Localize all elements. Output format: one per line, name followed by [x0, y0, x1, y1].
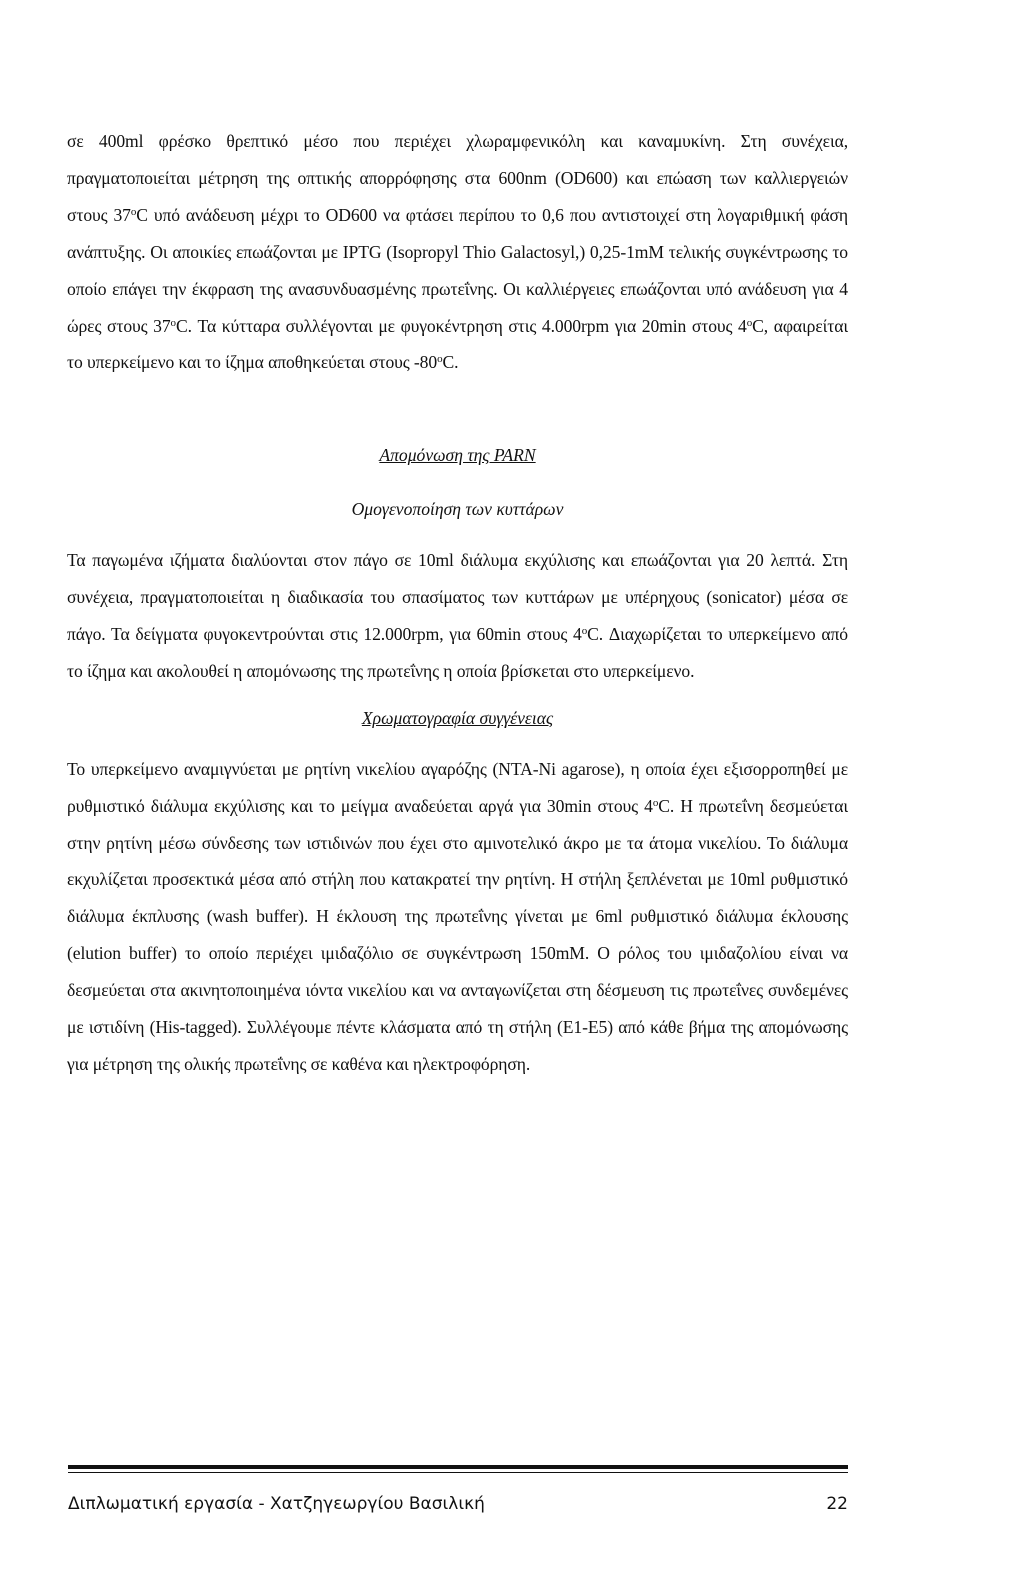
degree-superscript: o — [746, 316, 753, 329]
degree-superscript: o — [581, 624, 588, 637]
degree-superscript: o — [170, 316, 176, 329]
degree-superscript: o — [130, 205, 137, 218]
page-number: 22 — [826, 1494, 848, 1514]
footer-rule-thick — [68, 1465, 848, 1469]
paragraph-text: C υπό ανάδευση μέχρι το OD600 να φτάσει περίπου το 0,6 που αντιστοιχεί στη λογαριθμική φάση ανάπτυξης. Οι αποικίες επωάζονται με IPTG (Isopropyl Thio Galactosyl,) 0,25-1mM τελικής συγκέντρωσης το οποίο επάγει την έκφραση της ανασυνδυασμένης πρωτεΐνης. Οι καλλιέργειες επωάζονται υπό ανάδευση για 4 ώρες στους 37 — [67, 204, 848, 336]
paragraph-text: Τα παγωμένα ιζήματα διαλύονται στον πάγο σε 10ml διάλυμα εκχύλισης και επωάζονται για 20 λεπτά. Στη συνέχεια, πραγματοποιείται η διαδικασία του σπασίματος των κυττάρων με υπέρηχους (sonicator) μέσα σε πάγο. Τα δείγματα φυγοκεντρούνται στις 12.000rpm, για 60min στους 4 — [67, 550, 848, 644]
subsection-heading-homogenization: Ομογενοποίηση των κυττάρων — [351, 499, 564, 520]
paragraph-text: C. Τα κύτταρα συλλέγονται με φυγοκέντρηση στις 4.000rpm για 20min στους 4 — [175, 315, 747, 336]
section-heading: Απομόνωση της PARN — [379, 445, 536, 466]
page-body — [67, 123, 848, 1083]
paragraph-text: σε 400ml φρέσκο θρεπτικό μέσο που περιέχει χλωραμφενικόλη και καναμυκίνη. Στη συνέχεια, πραγματοποιείται μέτρηση της οπτικής απορρόφησης στα 600nm (OD600) και επώαση των καλλιεργειών στους 37 — [67, 131, 848, 225]
degree-superscript: o — [652, 796, 659, 809]
paragraph-chromatography — [67, 751, 848, 1083]
paragraph-text: C, αφαιρείται το υπερκείμενο και το ίζημα αποθηκεύεται στους -80 — [67, 315, 848, 373]
paragraph-text: C. — [442, 352, 459, 373]
degree-superscript: o — [437, 353, 443, 366]
footer-rule — [68, 1465, 848, 1473]
paragraph-text: Το υπερκείμενο αναμιγνύεται με ρητίνη νικελίου αγαρόζης (NTA-Ni agarose), η οποία έχει εξισορροπηθεί με ρυθμιστικό διάλυμα εκχύλισης και το μείγμα αναδεύεται αργά για 30min στους 4 — [67, 758, 848, 816]
subsection-heading-chromatography: Χρωματογραφία συγγένειας — [361, 707, 554, 728]
footer-title: Διπλωματική εργασία - Χατζηγεωργίου Βασιλική — [68, 1494, 485, 1514]
paragraph-text: C. Η πρωτεΐνη δεσμεύεται στην ρητίνη μέσω σύνδεσης των ιστιδινών που έχει στο αμινοτελικό άκρο με τα άτομα νικελίου. Το διάλυμα εκχυλίζεται προσεκτικά μέσα από στήλη που κατακρατεί την ρητίνη. Η στήλη ξεπλένεται με 10ml ρυθμιστικό διάλυμα έκπλυσης (wash buffer). Η έκλουση της πρωτεΐνης γίνεται με 6ml ρυθμιστικό διάλυμα έκλουσης (elution buffer) το οποίο περιέχει ιμιδαζόλιο σε συγκέντρωση 150mM. Ο ρόλος του ιμιδαζολίου είναι να δεσμεύεται στα ακινητοποιημένα ιόντα νικελίου και να ανταγωνίζεται στη δέσμευση τις πρωτεΐνες συνδεμένες με ιστιδίνη (His-tagged). Συλλέγουμε πέντε κλάσματα από τη στήλη (E1-E5) από κάθε βήμα της απομόνωσης για μέτρηση της ολικής πρωτεΐνης σε καθένα και ηλεκτροφόρηση. — [67, 795, 848, 1074]
paragraph-culture-induction — [67, 123, 848, 381]
footer-rule-thin — [68, 1472, 848, 1473]
paragraph-homogenization — [67, 542, 848, 690]
paragraph-text: C. Διαχωρίζεται το υπερκείμενο από το ίζημα και ακολουθεί η απομόνωσης της πρωτεΐνης η οποία βρίσκεται στο υπερκείμενο. — [67, 623, 849, 681]
